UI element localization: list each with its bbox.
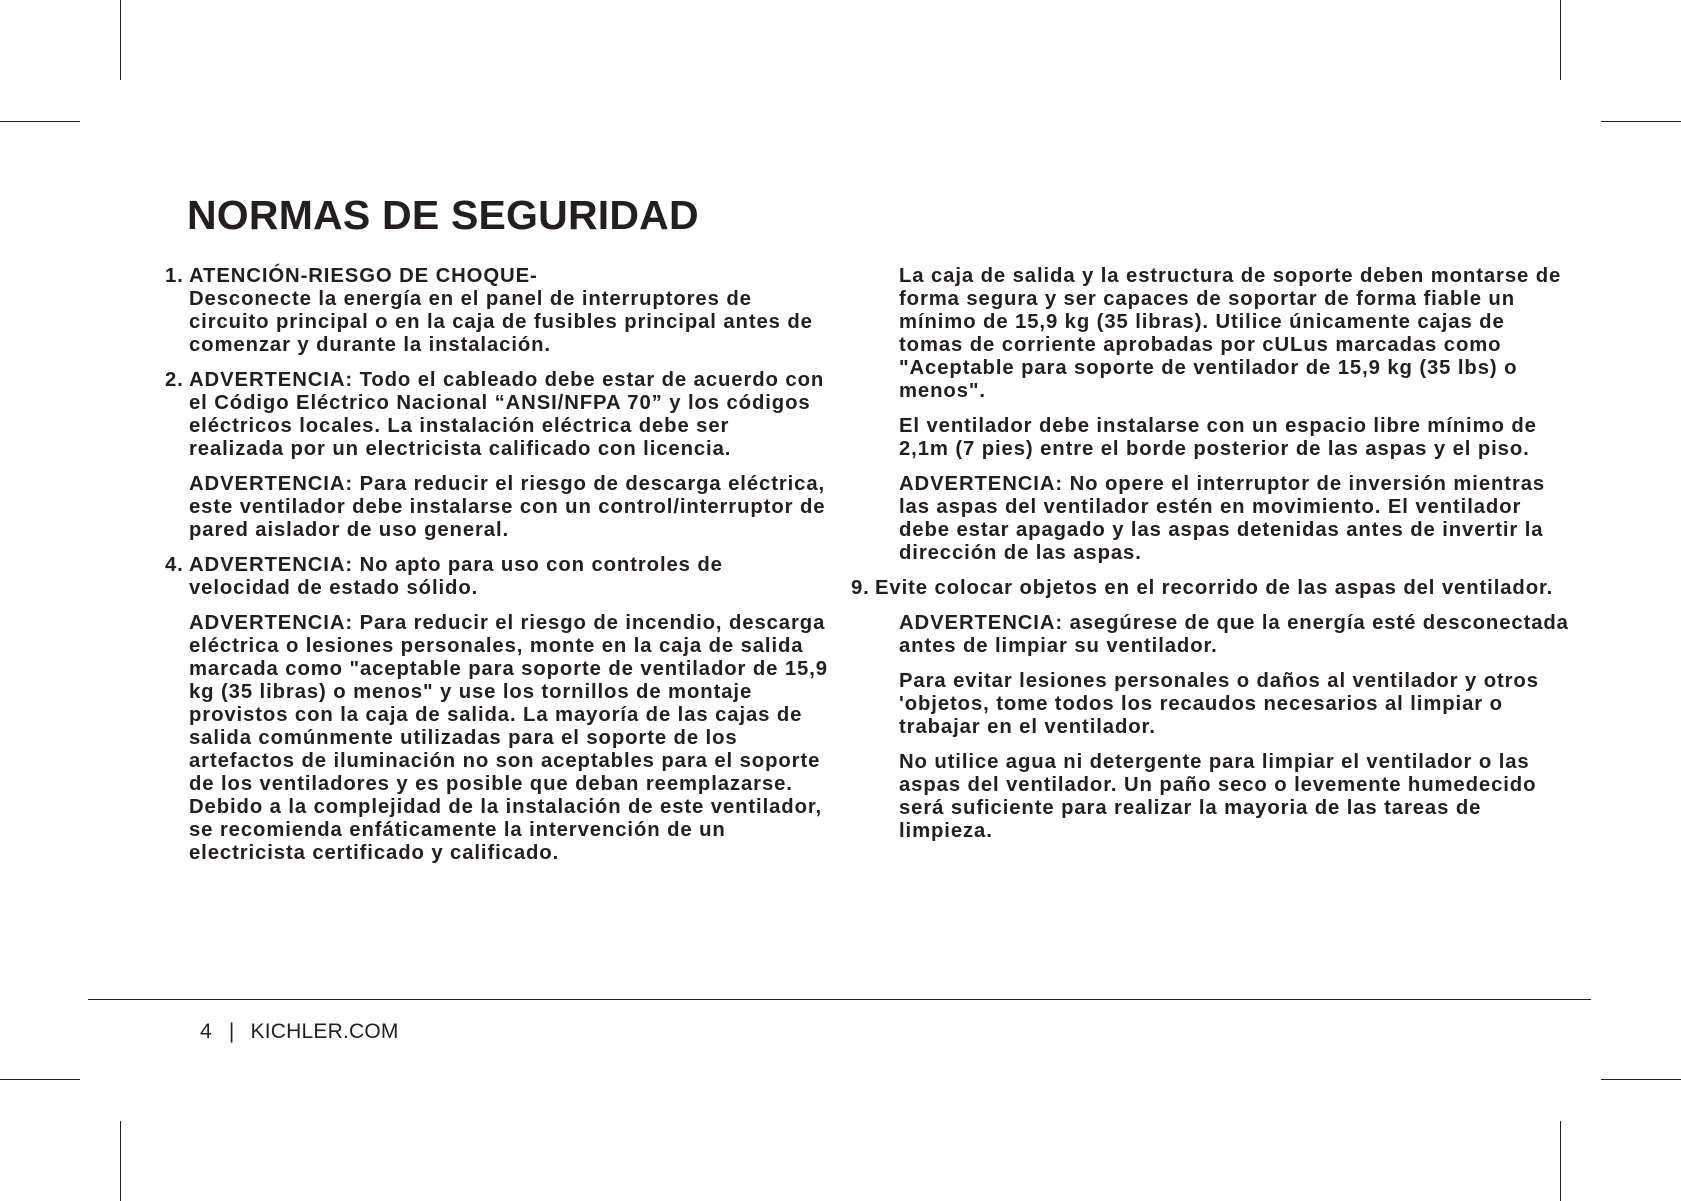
crop-mark [1560,0,1561,80]
safety-item-1 [165,265,830,357]
item-text: Evite colocar objetos en el recorrido de las aspas del ventilador. [875,577,1554,599]
item-number: 2. [165,369,184,391]
crop-mark [1560,1121,1561,1201]
crop-mark [0,121,80,122]
right-column [851,265,1575,855]
warning-paragraph: ADVERTENCIA: Para reducir el riesgo de descarga eléctrica, este ventilador debe instalarse con un control/interruptor de pared aislador de uso general. [189,473,826,541]
item-text: Desconecte la energía en el panel de interruptores de circuito principal o en la caja de fusibles principal antes de comenzar y durante la instalación. [189,288,813,356]
website-label: KICHLER.COM [250,1020,399,1043]
footer-divider [88,999,1591,1000]
left-column [165,265,830,877]
warning-paragraph: ADVERTENCIA: No opere el interruptor de inversión mientras las aspas del ventilador estén en movimiento. El ventilador debe estar apagado y las aspas detenidas antes de invertir la dirección de las aspas. [899,473,1546,564]
item-number: 4. [165,554,184,576]
item-heading: ATENCIÓN-RIESGO DE CHOQUE- [189,265,538,287]
paragraph: Para evitar lesiones personales o daños al ventilador y otros 'objetos, tome todos los recaudos necesarios al limpiar o trabajar en el ventilador. [899,670,1539,738]
page-number: 4 [200,1020,212,1043]
page-footer [200,1020,399,1044]
crop-mark [1601,121,1681,122]
paragraph: El ventilador debe instalarse con un espacio libre mínimo de 2,1m (7 pies) entre el borde posterior de las aspas y el piso. [899,415,1537,460]
safety-item-9 [851,577,1575,600]
safety-item-2 [165,369,830,461]
page-title: NORMAS DE SEGURIDAD [187,192,699,238]
item-number: 1. [165,265,184,287]
warning-paragraph: ADVERTENCIA: Para reducir el riesgo de incendio, descarga eléctrica o lesiones personales, monte en la caja de salida marcada como "aceptable para soporte de ventilador de 15,9 kg (35 libras) o menos" y use los tornillos de montaje provistos con la caja de salida. La mayoría de las cajas de salida comúnmente utilizadas para el soporte de los artefactos de iluminación no son aceptables para el soporte de los ventiladores y es posible que deban reemplazarse. Debido a la complejidad de la instalación de este ventilador, se recomienda enfáticamente la intervención de un electricista certificado y calificado. [189,612,828,864]
safety-item-4 [165,554,830,600]
warning-paragraph: ADVERTENCIA: asegúrese de que la energía esté desconectada antes de limpiar su ventilador. [899,612,1569,657]
crop-mark [0,1079,80,1080]
paragraph: La caja de salida y la estructura de soporte deben montarse de forma segura y ser capaces de soportar de forma fiable un mínimo de 15,9 kg (35 libras). Utilice únicamente cajas de tomas de corriente aprobadas por cULus marcadas como "Aceptable para soporte de ventilador de 15,9 kg (35 lbs) o menos". [899,265,1562,402]
footer-separator: | [228,1020,235,1043]
crop-mark [120,1121,121,1201]
crop-mark [1601,1079,1681,1080]
paragraph: No utilice agua ni detergente para limpiar el ventilador o las aspas del ventilador. Un paño seco o levemente humedecido será suficiente para realizar la mayoria de las tareas de limpieza. [899,751,1537,842]
crop-mark [120,0,121,80]
item-text: ADVERTENCIA: Todo el cableado debe estar de acuerdo con el Código Eléctrico Nacional “ANSI/NFPA 70” y los códigos eléctricos locales. La instalación eléctrica debe ser realizada por un electricista calificado con licencia. [189,369,825,460]
item-text: ADVERTENCIA: No apto para uso con controles de velocidad de estado sólido. [189,554,723,599]
item-number: 9. [851,577,870,599]
